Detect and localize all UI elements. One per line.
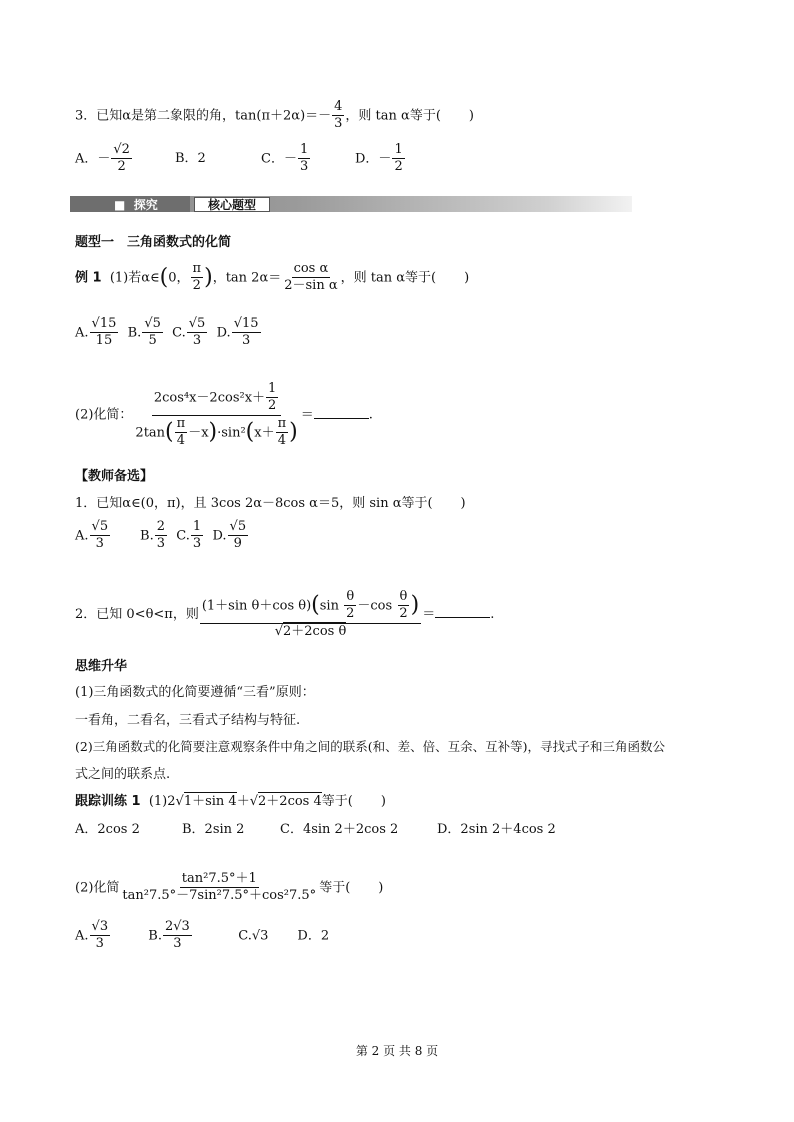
summary-line-2: 一看角，二看名，三看式子结构与特征. — [75, 713, 301, 728]
follow-option-d: D．2sin 2＋4cos 2 — [437, 822, 556, 837]
summary-line-4: 式之间的联系点. — [75, 767, 171, 782]
follow-option-c: C．4sin 2＋2cos 2 — [280, 822, 399, 837]
follow-option-a: A．2cos 2 — [75, 822, 140, 837]
summary-line-1: (1)三角函数式的化简要遵循“三看”原则： — [75, 685, 315, 700]
example1-options: A. $\frac{√15}{15}$ B. $\frac{√5}{5}$ C. $\frac{√5}{3}$ D. $\frac{√15}{3}$ — [75, 316, 259, 349]
page-footer: 第 2 页 共 8 页 — [355, 1044, 439, 1058]
section-title: 题型一 三角函数式的化简 — [75, 235, 232, 250]
summary-line-3: (2)三角函数式的化简要注意观察条件中角之间的联系(和、差、倍、互余、互补等)，寻找式子和三角函数公 — [75, 739, 665, 754]
q3-option-a: A．－ $\frac{√2}{2}$ — [75, 142, 130, 175]
teacher-q1: 1．已知α∈(0，π)，且 3cos 2α－8cos α＝5，则 sin α等于( ) — [75, 496, 466, 511]
follow-part2: (2)化简 $\frac{\text{tan²7.5°＋1}}{\text{tan²7.5°－7sin²7.5°＋cos²7.5°}}$ 等于( ) — [75, 871, 384, 904]
q3-option-d: D．－ $\frac{1}{2}$ — [355, 142, 403, 175]
example1-part1: 例 1 (1)若α∈(0， $\frac{\pi}{2}$ )，tan 2α＝ $\frac{\text{cos α}}{\text{2－sin α}}$ ，则 tan α等于( ) — [75, 261, 470, 294]
answer-blank — [435, 605, 490, 618]
follow-option-b: B．2sin 2 — [182, 822, 245, 837]
teacher-title: 【教师备选】 — [75, 469, 154, 484]
q3-option-b: B．2 — [175, 151, 206, 166]
teacher-q1-options: A. $\frac{√5}{3}$ B. $\frac{2}{3}$ C. $\frac{1}{3}$ D. $\frac{√5}{9}$ — [75, 519, 247, 552]
q3-option-c: C．－ $\frac{1}{3}$ — [261, 142, 309, 175]
follow-part1: 跟踪训练 1 (1)2√1＋sin 4＋√2＋2cos 4等于( ) — [75, 794, 386, 809]
follow-part2-options: A. $\frac{√3}{3}$ B. $\frac{2√3}{3}$ C.√3 D．2 — [75, 919, 330, 952]
answer-blank — [314, 406, 369, 419]
summary-title: 思维升华 — [75, 659, 128, 674]
q3-stem: 3．已知α是第二象限的角，tan(π＋2α)＝－ $\frac{4}{3}$ ，则 tan α等于( ) — [75, 99, 474, 132]
teacher-q2: 2．已知 0<θ<π，则 (1＋sin θ＋cos θ)(sin $\frac{\theta}{2}$ －cos $\frac{\theta}{2}$ ) √2＋2cos θ ＝ . — [75, 589, 495, 639]
example1-part2: (2)化简： 2cos⁴x－2cos²x＋ $\frac{1}{2}$ 2tan( $\frac{\pi}{4}$ －x)·sin²(x＋ $\frac{\pi}{4}$ ) ＝ . — [75, 381, 373, 448]
section-banner: ■ 探究 核心题型 — [70, 193, 632, 215]
